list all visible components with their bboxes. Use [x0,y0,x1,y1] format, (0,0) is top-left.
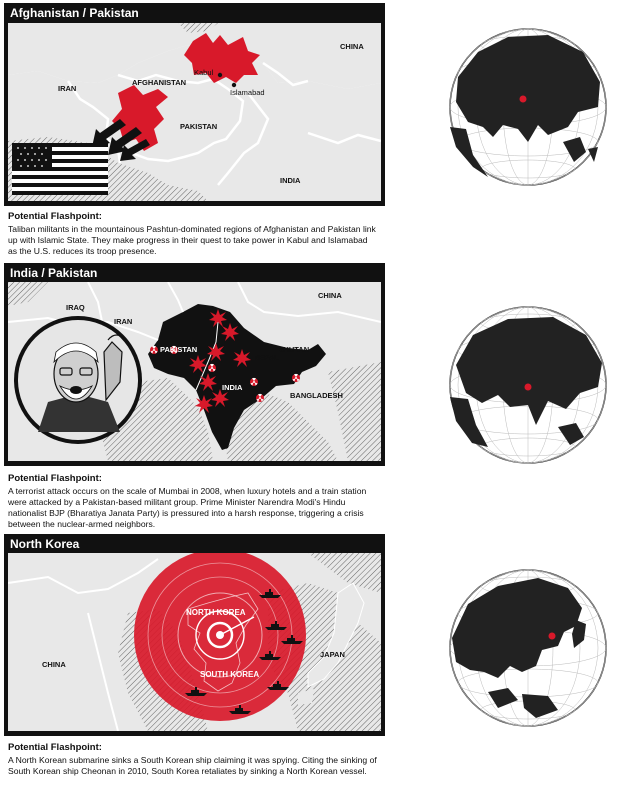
us-flag-icon [12,143,108,195]
map-north-korea [8,553,381,731]
map-frame [4,263,385,466]
map-frame [4,534,385,736]
globe-icon [448,568,608,728]
panel-title: India / Pakistan [10,266,98,280]
panel-title: Afghanistan / Pakistan [10,6,139,20]
label-afghanistan: AFGHANISTAN [132,78,187,87]
label-south-korea: SOUTH KOREA [200,670,260,679]
label-china: CHINA [318,291,342,300]
label-pakistan: PAKISTAN [180,122,218,131]
label-india: INDIA [222,383,243,392]
label-pakistan: PAKISTAN [160,345,198,354]
flashpoint-heading: Potential Flashpoint: [8,473,102,484]
label-iran: IRAN [114,317,133,326]
label-kabul: Kabul [194,68,214,77]
panel-title: North Korea [10,537,80,551]
label-bhutan: BHUTAN [278,345,310,354]
flashpoint-text: Taliban militants in the mountainous Pashtun-dominated regions of Afghanistan and Pakistan link up with Islamic State. They make progress in their quest to take power in Kabul and Islamabad as the U.S. reduces its troop presence. [8,224,376,256]
label-iraq: IRAQ [66,303,85,312]
label-japan: JAPAN [320,650,345,659]
label-india: INDIA [280,176,301,185]
label-islamabad: Islamabad [230,88,265,97]
label-nepal: NEPAL [254,353,279,362]
label-china: CHINA [42,660,66,669]
portrait-narendra-modi [14,316,142,444]
label-bangladesh: BANGLADESH [290,391,343,400]
label-china: CHINA [340,42,364,51]
map-afghanistan-pakistan [8,23,381,201]
label-north-korea: NORTH KOREA [186,608,246,617]
flashpoint-text: A terrorist attack occurs on the scale of Mumbai in 2008, when luxury hotels and a train station were attacked by a Pakistan-based militant group. Prime Minister Narendra Modi's Hindu nationalist BJP (Bharatiya Janata Party) is pressured into a harsh response, triggering a crisis between the nuclear-armed neighbors. [8,486,367,529]
flashpoint-text: A North Korean submarine sinks a South Korean ship claiming it was spying. Citing the sinking of South Korean ship Cheonan in 2010, South Korea retaliates by sinking a North Korean vessel. [8,755,377,776]
map-india-pakistan [8,282,381,461]
globe-icon [448,27,608,187]
globe-icon [448,305,608,465]
flashpoint-heading: Potential Flashpoint: [8,742,102,753]
label-iran: IRAN [58,84,77,93]
map-frame [4,3,385,206]
flashpoint-heading: Potential Flashpoint: [8,211,102,222]
